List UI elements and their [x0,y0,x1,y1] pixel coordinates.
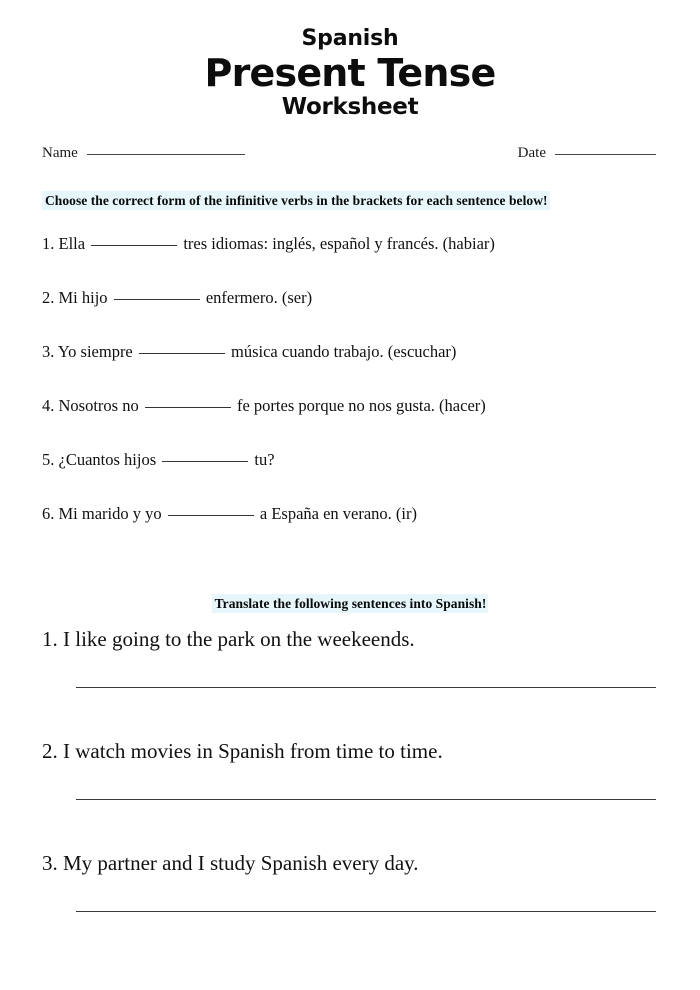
translation-answer-line[interactable] [76,911,656,912]
name-field-group [42,145,245,162]
fill-item-blank[interactable] [168,515,254,516]
translation-item [42,850,662,962]
fill-item [42,234,662,288]
translation-sentence: 1. I like going to the park on the weekeends. [42,627,415,651]
fill-in-the-blank-list [42,234,662,558]
name-input-line[interactable] [87,154,245,155]
translation-item [42,738,662,850]
translation-answer-line[interactable] [76,799,656,800]
fill-item-text-after: tu? [250,450,275,469]
fill-item-text-after: a España en verano. (ir) [255,504,418,523]
fill-item-blank[interactable] [145,407,231,408]
fill-item [42,450,662,504]
date-label: Date [517,145,546,161]
worksheet-title [0,26,700,121]
date-field-group [518,145,656,162]
section-2-instruction-text: Translate the following sentences into Spanish! [212,594,489,613]
name-label: Name [42,145,78,161]
translation-sentence: 2. I watch movies in Spanish from time to time. [42,739,443,763]
fill-item-text-after: tres idiomas: inglés, español y francés. (habiar) [179,234,495,253]
fill-item-text-after: música cuando trabajo. (escuchar) [226,342,457,361]
section-1-instruction-text: Choose the correct form of the infinitive verbs in the brackets for each sentence below! [42,191,550,210]
fill-item-text-before: 6. Mi marido y yo [42,504,166,523]
fill-item-text-before: 2. Mi hijo [42,288,112,307]
translation-answer-line[interactable] [76,687,656,688]
fill-item-blank[interactable] [139,353,225,354]
fill-item [42,504,662,558]
title-type: Worksheet [281,94,419,120]
section-1-instruction [42,193,550,209]
translation-item [42,626,662,738]
fill-item-text-after: enfermero. (ser) [201,288,313,307]
fill-item-text-after: fe portes porque no nos gusta. (hacer) [232,396,486,415]
fill-item-blank[interactable] [91,245,177,246]
fill-item-blank[interactable] [114,299,200,300]
fill-item-text-before: 1. Ella [42,234,90,253]
fill-item-text-before: 5. ¿Cuantos hijos [42,450,161,469]
name-date-row [42,145,656,167]
fill-item-text-before: 3. Yo siempre [42,342,137,361]
fill-item [42,396,662,450]
fill-item [42,342,662,396]
title-main: Present Tense [204,51,496,95]
translation-sentence: 3. My partner and I study Spanish every day. [42,851,419,875]
fill-item [42,288,662,342]
section-2-instruction [0,596,700,612]
title-subject: Spanish [301,26,399,51]
fill-item-text-before: 4. Nosotros no [42,396,143,415]
date-input-line[interactable] [555,154,656,155]
translation-list [42,626,662,962]
fill-item-blank[interactable] [162,461,248,462]
